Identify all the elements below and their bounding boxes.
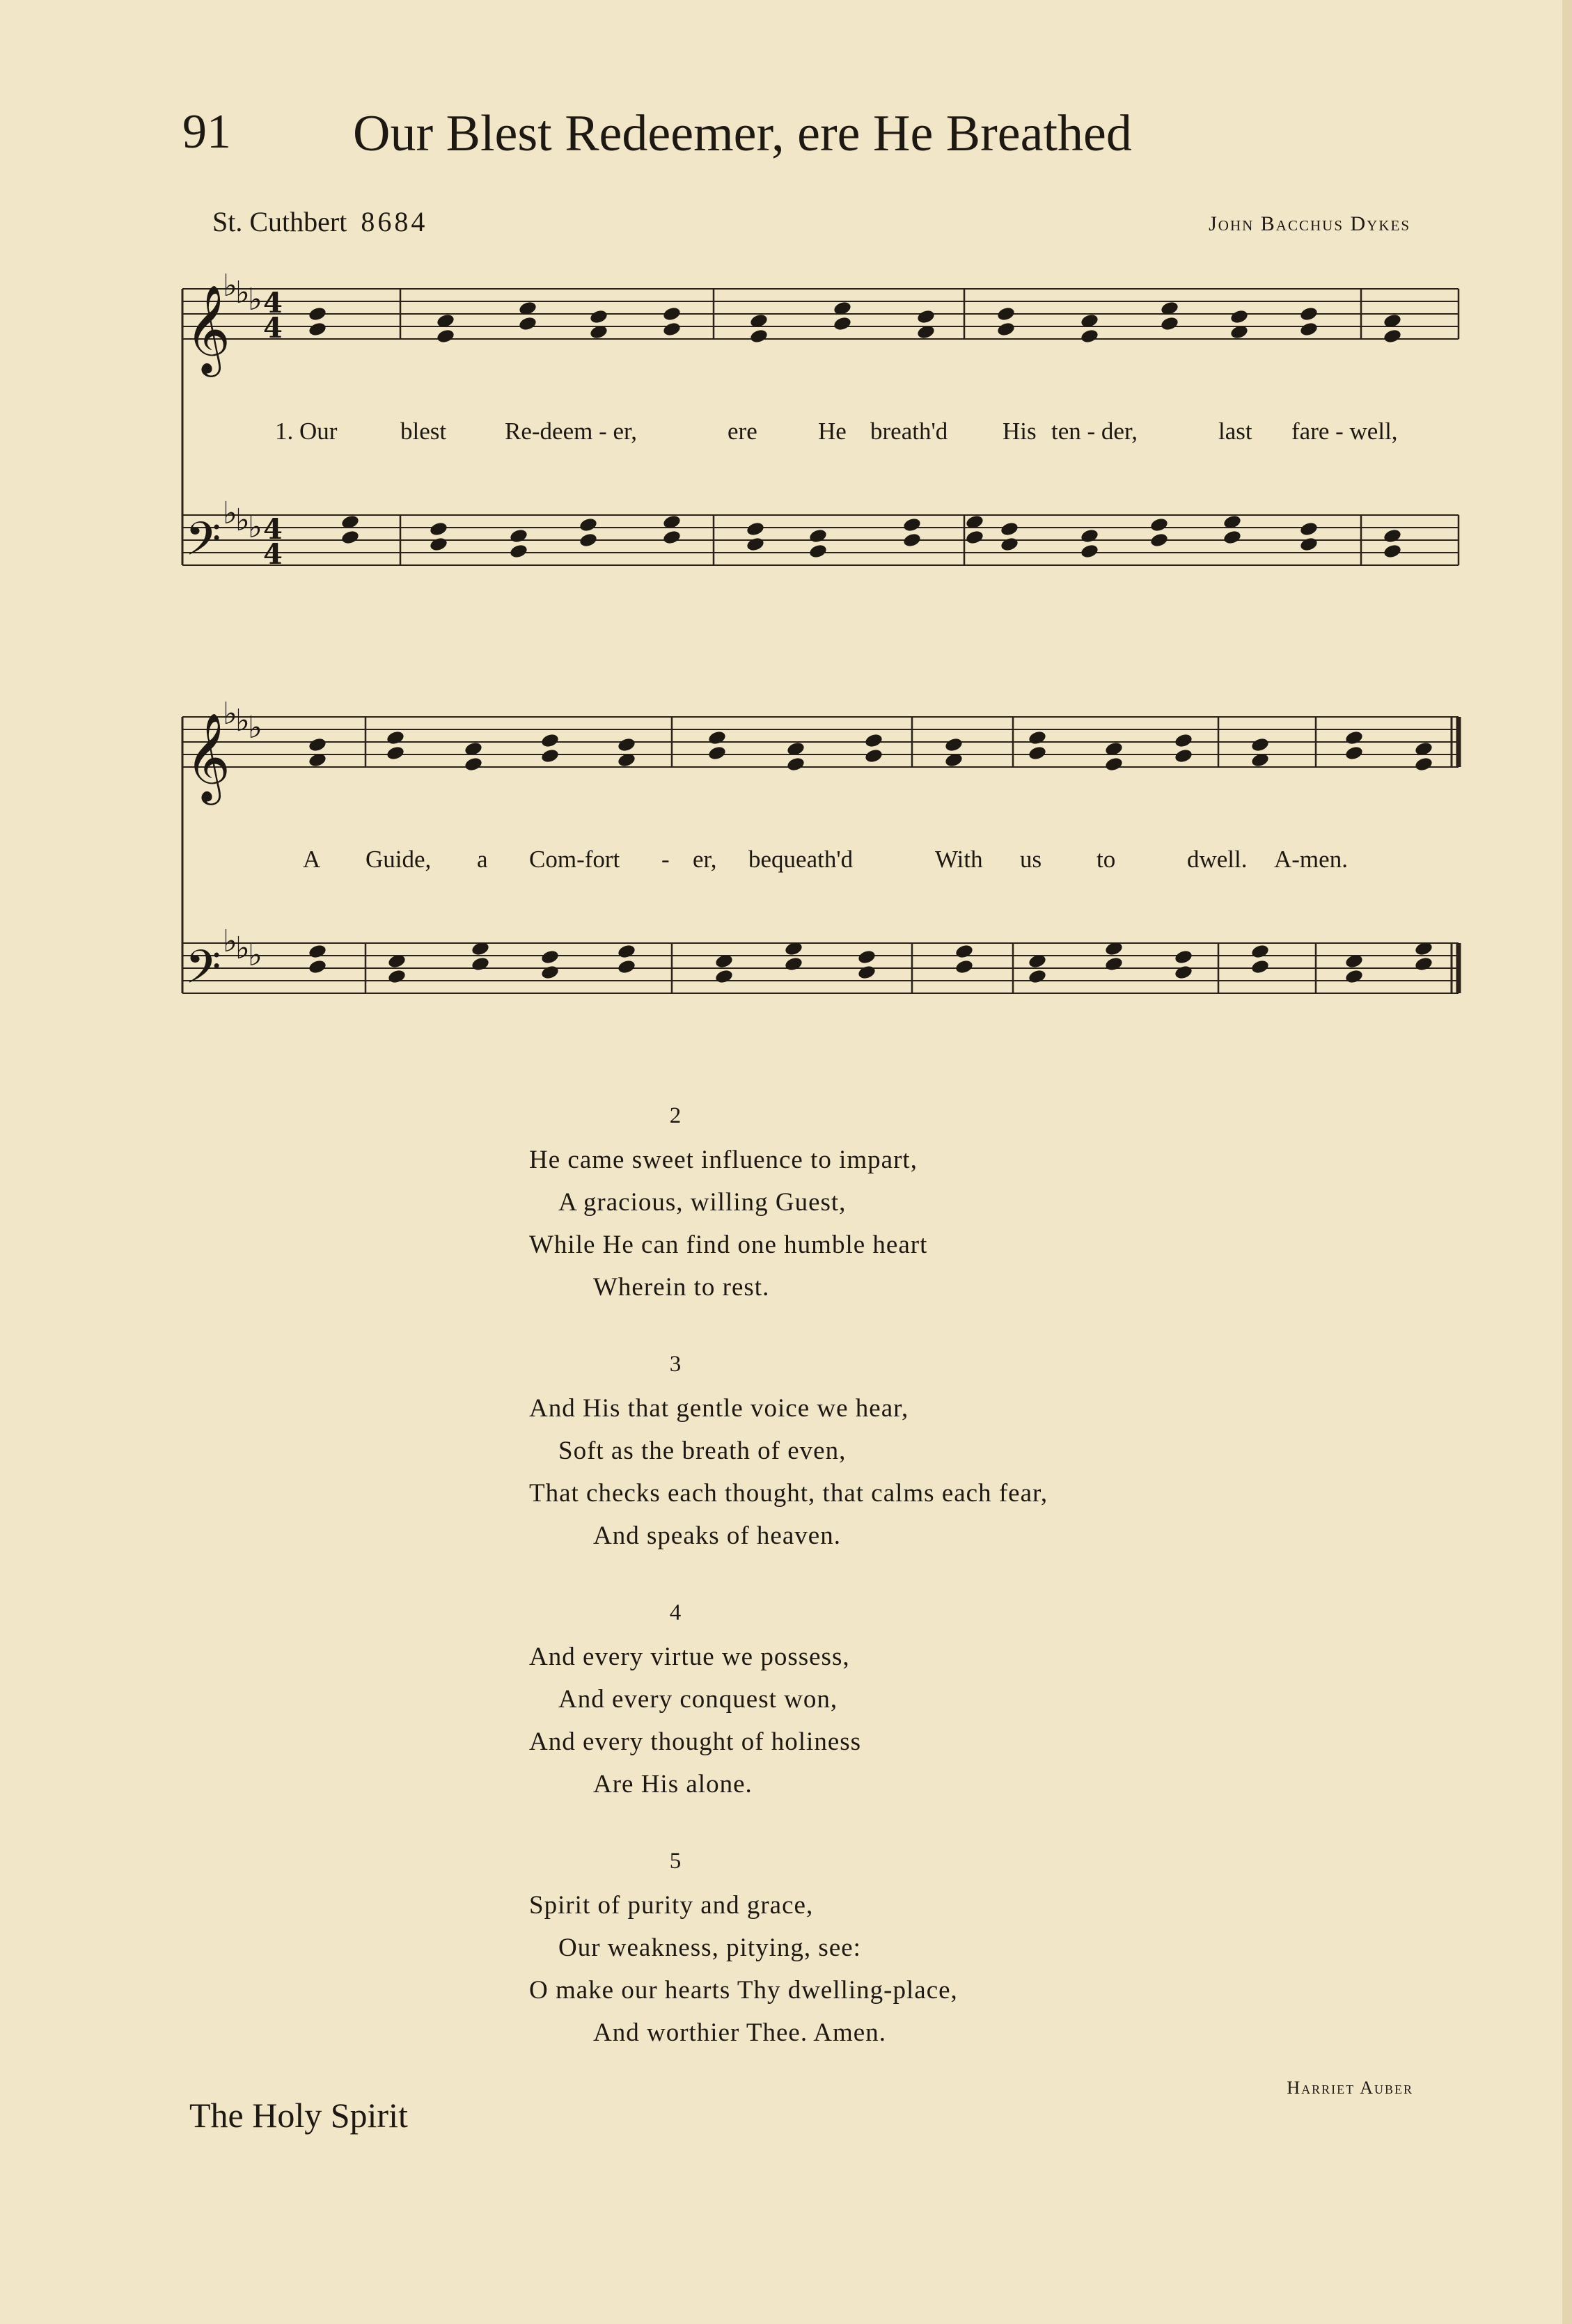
treble-clef: 𝄞	[185, 284, 231, 373]
note-head	[1299, 536, 1319, 552]
flat-sign: ♭	[223, 696, 237, 732]
lyric-syllable: Re-deem - er,	[505, 418, 638, 445]
verse-line: Are His alone.	[593, 1770, 753, 1799]
verse-number: 3	[669, 1352, 682, 1377]
note-head	[1174, 964, 1193, 980]
verse-line: And every thought of holiness	[529, 1728, 862, 1756]
lyric-syllable: blest	[400, 418, 447, 445]
note-head	[617, 943, 636, 959]
lyric-syllable: His	[1003, 418, 1037, 445]
note-head	[1344, 729, 1364, 745]
verse-line: He came sweet influence to impart,	[529, 1146, 918, 1174]
lyric-line-1	[275, 418, 1441, 452]
lyric-line-2	[275, 846, 1441, 880]
note-head	[1149, 516, 1169, 532]
flat-sign: ♭	[235, 503, 250, 538]
lyric-syllable: ten - der,	[1051, 418, 1138, 445]
time-signature: 4	[263, 513, 283, 546]
note-head	[662, 529, 682, 545]
note-head	[746, 521, 765, 537]
note-head	[589, 308, 608, 324]
note-head	[518, 315, 537, 331]
note-head	[1149, 532, 1169, 548]
bass-clef: 𝄢	[185, 512, 221, 577]
verse-line: And worthier Thee. Amen.	[593, 2018, 886, 2047]
lyric-syllable: -	[661, 846, 670, 873]
note-head	[1028, 729, 1047, 745]
note-head	[1250, 943, 1270, 959]
verse	[529, 1103, 1295, 1309]
verse	[529, 1352, 1295, 1557]
flat-sign: ♭	[223, 268, 237, 303]
note-head	[617, 958, 636, 974]
time-signature: 4	[263, 538, 283, 571]
lyric-syllable: breath'd	[870, 418, 948, 445]
note-head	[707, 729, 727, 745]
note-head	[1000, 536, 1019, 552]
lyric-syllable: to	[1097, 846, 1116, 873]
note-head	[429, 521, 448, 537]
note-head	[1383, 328, 1402, 344]
note-head	[1080, 543, 1099, 559]
note-head	[579, 516, 598, 532]
lyric-syllable: A-men.	[1274, 846, 1348, 873]
tune-name: St. Cuthbert	[212, 206, 347, 237]
verse	[529, 1849, 1295, 2054]
note-head	[954, 943, 974, 959]
note-head	[996, 321, 1016, 337]
verse-line: A gracious, willing Guest,	[558, 1188, 847, 1217]
flat-sign: ♭	[223, 924, 237, 959]
note-head	[965, 529, 984, 545]
note-head	[662, 306, 682, 322]
flat-sign: ♭	[235, 703, 250, 738]
note-head	[857, 949, 877, 965]
note-head	[784, 956, 803, 972]
note-head	[1080, 528, 1099, 544]
note-head	[1414, 956, 1433, 972]
note-head	[1250, 736, 1270, 752]
note-head	[1174, 732, 1193, 748]
note-head	[954, 958, 974, 974]
verse-line: Our weakness, pitying, see:	[558, 1934, 861, 1962]
lyric-syllable: 1. Our	[275, 418, 338, 445]
note-head	[308, 306, 327, 322]
note-head	[1299, 306, 1319, 322]
note-head	[808, 543, 828, 559]
verse-line: While He can find one humble heart	[529, 1231, 928, 1259]
verses	[529, 1103, 1295, 2097]
flat-sign: ♭	[248, 710, 262, 745]
section-title: The Holy Spirit	[189, 2096, 408, 2135]
lyric-syllable: bequeath'd	[748, 846, 854, 873]
note-head	[944, 736, 964, 752]
flat-sign: ♭	[235, 931, 250, 966]
author: Harriet Auber	[1287, 2078, 1413, 2098]
note-head	[1383, 543, 1402, 559]
lyric-syllable: dwell.	[1187, 846, 1248, 873]
verse-line: And speaks of heaven.	[593, 1521, 841, 1550]
time-signature: 4	[263, 312, 283, 345]
note-head	[471, 956, 490, 972]
note-head	[1250, 958, 1270, 974]
note-head	[864, 748, 883, 764]
note-head	[308, 958, 327, 974]
hymn-number: 91	[182, 105, 231, 159]
lyric-syllable: fare - well,	[1291, 418, 1398, 445]
note-head	[707, 745, 727, 761]
note-head	[1174, 748, 1193, 764]
note-head	[617, 736, 636, 752]
note-head	[1104, 756, 1124, 772]
lyric-syllable: He	[818, 418, 847, 445]
lyric-syllable: us	[1020, 846, 1042, 873]
treble-clef: 𝄞	[185, 712, 231, 801]
note-head	[540, 949, 560, 965]
note-head	[1344, 745, 1364, 761]
bass-clef: 𝄢	[185, 940, 221, 1005]
note-head	[1414, 756, 1433, 772]
flat-sign: ♭	[248, 509, 262, 545]
lyric-syllable: With	[935, 846, 983, 873]
verse-line: That checks each thought, that calms each fear,	[529, 1479, 1048, 1508]
note-head	[429, 536, 448, 552]
note-head	[1344, 968, 1364, 984]
note-head	[308, 943, 327, 959]
note-head	[1229, 308, 1249, 324]
note-head	[540, 732, 560, 748]
verse-line: And every virtue we possess,	[529, 1643, 850, 1671]
note-head	[1174, 949, 1193, 965]
note-head	[386, 745, 405, 761]
verse-line: Wherein to rest.	[593, 1273, 770, 1302]
verse	[529, 1600, 1295, 1805]
note-head	[833, 315, 852, 331]
note-head	[509, 543, 528, 559]
note-head	[916, 308, 936, 324]
verse-number: 5	[669, 1849, 682, 1874]
note-head	[1383, 528, 1402, 544]
verse-line: O make our hearts Thy dwelling-place,	[529, 1976, 958, 2005]
lyric-syllable: a	[477, 846, 488, 873]
note-head	[540, 964, 560, 980]
lyric-syllable: Com-fort	[529, 846, 620, 873]
note-head	[1104, 956, 1124, 972]
note-head	[808, 528, 828, 544]
note-head	[746, 536, 765, 552]
hymn-title: Our Blest Redeemer, ere He Breathed	[353, 105, 1132, 162]
note-head	[436, 328, 455, 344]
note-head	[1299, 521, 1319, 537]
flat-sign: ♭	[248, 938, 262, 973]
note-head	[1028, 745, 1047, 761]
note-head	[387, 968, 407, 984]
verse-line: And His that gentle voice we hear,	[529, 1394, 909, 1423]
note-head	[902, 532, 922, 548]
note-head	[1028, 968, 1047, 984]
note-head	[340, 529, 360, 545]
flat-sign: ♭	[248, 282, 262, 317]
note-head	[308, 321, 327, 337]
lyric-syllable: er,	[693, 846, 717, 873]
note-head	[386, 729, 405, 745]
lyric-syllable: A	[303, 846, 321, 873]
note-head	[857, 964, 877, 980]
staff-systems	[182, 268, 1459, 1005]
note-head	[540, 748, 560, 764]
flat-sign: ♭	[223, 496, 237, 531]
note-head	[1000, 521, 1019, 537]
lyric-syllable: last	[1218, 418, 1252, 445]
lyric-syllable: Guide,	[366, 846, 432, 873]
music-score	[0, 0, 1572, 1086]
note-head	[464, 756, 483, 772]
verse-line: And every conquest won,	[558, 1685, 838, 1714]
composer: John Bacchus Dykes	[1209, 212, 1410, 235]
note-head	[864, 732, 883, 748]
verse-line: Spirit of purity and grace,	[529, 1891, 814, 1920]
lyric-syllable: ere	[728, 418, 757, 445]
note-head	[662, 321, 682, 337]
note-head	[579, 532, 598, 548]
note-head	[1299, 321, 1319, 337]
note-head	[1080, 328, 1099, 344]
note-head	[1223, 529, 1242, 545]
note-head	[308, 736, 327, 752]
note-head	[996, 306, 1016, 322]
verse-line: Soft as the breath of even,	[558, 1437, 847, 1465]
verse-number: 4	[669, 1600, 682, 1625]
meter: 8684	[361, 206, 428, 237]
note-head	[749, 328, 769, 344]
note-head	[1160, 315, 1179, 331]
note-head	[509, 528, 528, 544]
time-signature: 4	[263, 287, 283, 319]
note-head	[902, 516, 922, 532]
flat-sign: ♭	[235, 275, 250, 310]
note-head	[786, 756, 805, 772]
verse-number: 2	[669, 1103, 682, 1128]
note-head	[714, 968, 734, 984]
